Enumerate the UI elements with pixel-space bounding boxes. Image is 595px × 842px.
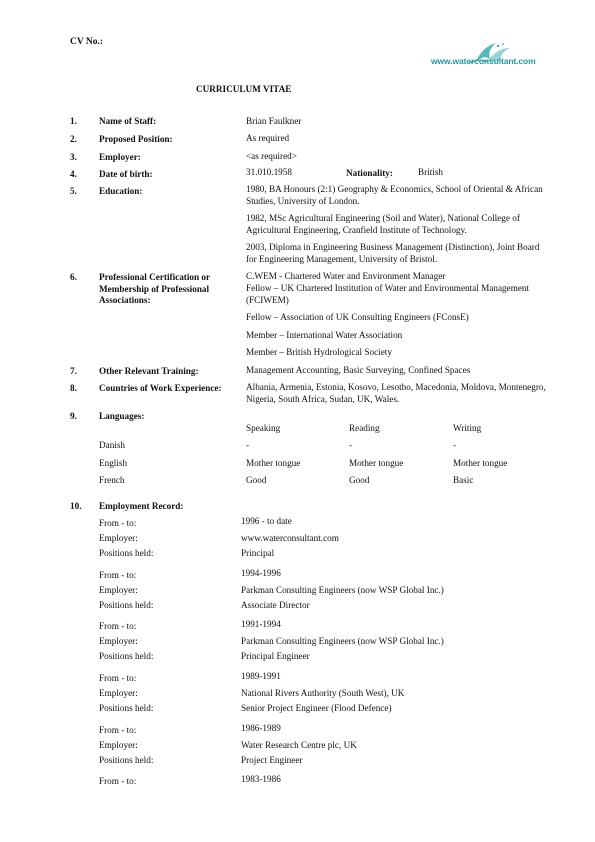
employer-row-label: Employer: <box>99 688 138 698</box>
section-number: 1. <box>70 116 77 126</box>
membership-item: Fellow – UK Chartered Institution of Water and Environmental Management (FCIWEM) <box>246 283 530 305</box>
positions-label: Positions held: <box>99 755 154 765</box>
company-logo <box>428 40 546 76</box>
positions-label: Positions held: <box>99 651 154 661</box>
education-item: 1980, BA Honours (2:1) Geography & Economics, School of Oriental & African Studies, University of London. <box>246 184 543 206</box>
name-label: Name of Staff: <box>99 116 157 126</box>
employment-employer: Parkman Consulting Engineers (now WSP Global Inc.) <box>241 585 444 595</box>
employer-row-label: Employer: <box>99 585 138 595</box>
positions-label: Positions held: <box>99 600 154 610</box>
training-label: Other Relevant Training: <box>99 366 199 376</box>
education-label: Education: <box>99 186 143 196</box>
from-to-label: From - to: <box>99 621 137 631</box>
language-writing: Mother tongue <box>453 458 508 468</box>
education-item: 2003, Diploma in Engineering Business Management (Distinction), Joint Board for Engineering Management, University of Bristol. <box>246 242 540 264</box>
section-number: 3. <box>70 152 77 162</box>
employment-employer: National Rivers Authority (South West), UK <box>241 688 405 698</box>
section-number: 4. <box>70 169 77 179</box>
positions-label: Positions held: <box>99 548 154 558</box>
section-number: 7. <box>70 366 77 376</box>
membership-item: Member – International Water Association <box>246 330 403 340</box>
language-reading: - <box>349 440 353 450</box>
training-value: Management Accounting, Basic Surveying, Confined Spaces <box>246 365 471 375</box>
employer-label: Employer: <box>99 152 141 162</box>
cv-number-label: CV No.: <box>70 37 104 47</box>
section-number: 8. <box>70 383 77 393</box>
section-number: 2. <box>70 134 77 144</box>
employer-row-label: Employer: <box>99 533 138 543</box>
employer-row-label: Employer: <box>99 740 138 750</box>
language-reading: Mother tongue <box>349 458 404 468</box>
language-speaking: - <box>246 440 250 450</box>
countries-value: Albania, Armenia, Estonia, Kosovo, Lesotho, Macedonia, Moldova, Montenegro, Nigeria, South Africa, Sudan, UK, Wales. <box>246 382 546 404</box>
employment-period: 1983-1986 <box>241 774 281 784</box>
language-name: Danish <box>99 440 126 450</box>
membership-item: C.WEM - Chartered Water and Environment Manager <box>246 271 446 281</box>
employment-position: Associate Director <box>241 600 310 610</box>
employment-record-label: Employment Record: <box>99 501 184 511</box>
employment-period: 1991-1994 <box>241 619 281 629</box>
document-title: CURRICULUM VITAE <box>196 84 292 94</box>
language-writing: Basic <box>453 475 474 485</box>
language-writing: - <box>453 440 457 450</box>
language-reading: Good <box>349 475 370 485</box>
employment-period: 1996 - to date <box>241 516 292 526</box>
countries-label: Countries of Work Experience: <box>99 383 222 393</box>
employment-employer: www.waterconsultant.com <box>241 533 339 543</box>
section-number: 5. <box>70 186 77 196</box>
employment-position: Project Engineer <box>241 755 303 765</box>
logo-text: www.waterconsultant.com <box>431 56 536 66</box>
employer-row-label: Employer: <box>99 636 138 646</box>
membership-item: Member – British Hydrological Society <box>246 347 392 357</box>
nationality-label: Nationality: <box>346 168 393 178</box>
employment-period: 1994-1996 <box>241 568 281 578</box>
from-to-label: From - to: <box>99 673 137 683</box>
date-of-birth-value: 31.010.1958 <box>246 167 292 177</box>
from-to-label: From - to: <box>99 518 137 528</box>
employment-position: Principal <box>241 548 275 558</box>
employment-position: Principal Engineer <box>241 651 310 661</box>
from-to-label: From - to: <box>99 725 137 735</box>
language-header-speaking: Speaking <box>246 423 281 433</box>
employer-value: <as required> <box>246 151 297 161</box>
employment-employer: Parkman Consulting Engineers (now WSP Global Inc.) <box>241 636 444 646</box>
employment-position: Senior Project Engineer (Flood Defence) <box>241 703 392 713</box>
language-speaking: Good <box>246 475 267 485</box>
proposed-position-label: Proposed Position: <box>99 134 173 144</box>
membership-item: Fellow – Association of UK Consulting Engineers (FConsE) <box>246 312 469 322</box>
language-header-reading: Reading <box>349 423 380 433</box>
language-header-writing: Writing <box>453 423 482 433</box>
employment-period: 1989-1991 <box>241 671 281 681</box>
employment-employer: Water Research Centre plc, UK <box>241 740 357 750</box>
from-to-label: From - to: <box>99 776 137 786</box>
section-number: 10. <box>70 501 82 511</box>
nationality-value: British <box>418 167 444 177</box>
languages-label: Languages: <box>99 411 145 421</box>
name-value: Brian Faulkner <box>246 116 302 126</box>
language-name: French <box>99 475 125 485</box>
section-number: 6. <box>70 272 77 282</box>
section-number: 9. <box>70 411 77 421</box>
from-to-label: From - to: <box>99 570 137 580</box>
proposed-position-value: As required <box>246 133 290 143</box>
language-speaking: Mother tongue <box>246 458 301 468</box>
employment-period: 1986-1989 <box>241 723 281 733</box>
positions-label: Positions held: <box>99 703 154 713</box>
language-name: English <box>99 458 128 468</box>
education-item: 1982, MSc Agricultural Engineering (Soil and Water), National College of Agricultural Engineering, Cranfield Institute of Technology. <box>246 213 520 235</box>
professional-membership-label: Professional Certification or Membership of Professional Associations: <box>99 272 210 305</box>
date-of-birth-label: Date of birth: <box>99 169 153 179</box>
